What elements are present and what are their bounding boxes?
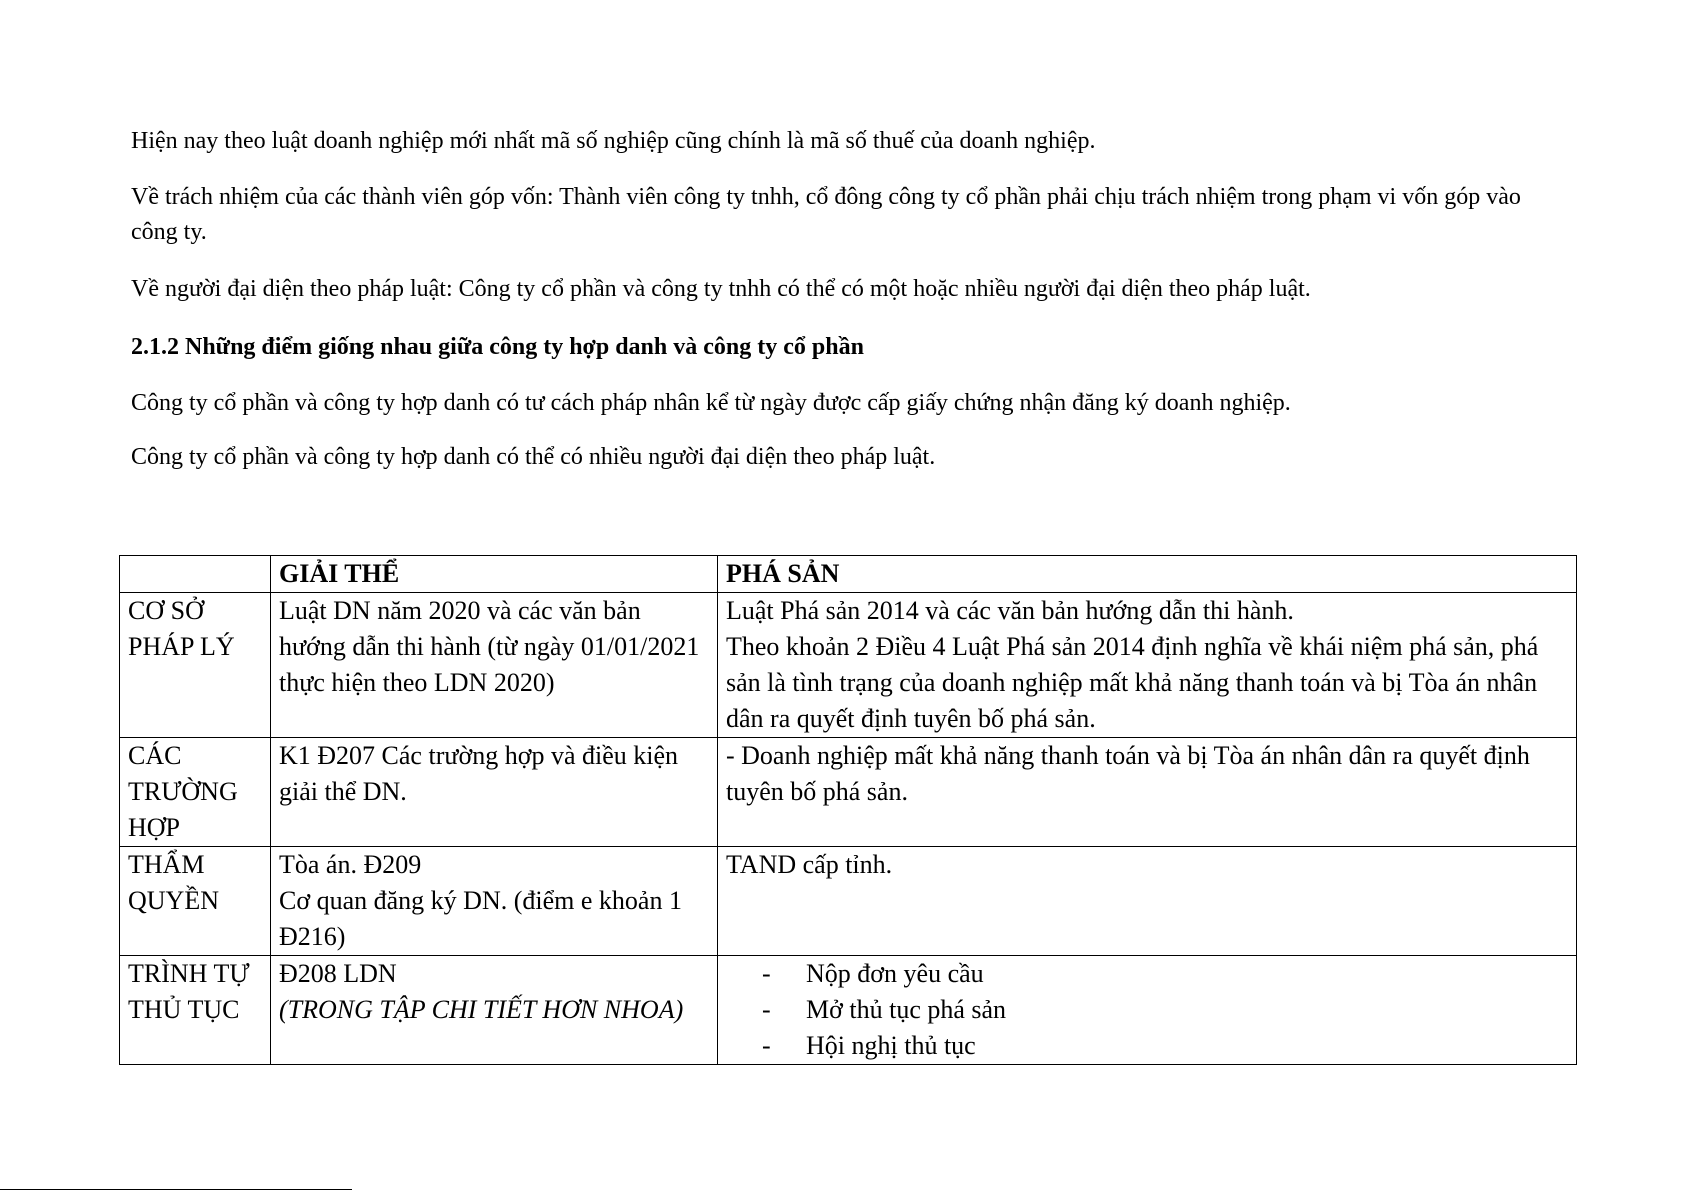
cell-giai-the: K1 Đ207 Các trường hợp và điều kiện giải thể DN.	[271, 738, 718, 847]
cell-line: Tòa án. Đ209	[279, 850, 422, 879]
paragraph-tax-code: Hiện nay theo luật doanh nghiệp mới nhất mã số nghiệp cũng chính là mã số thuế của doanh nghiệp.	[131, 128, 1096, 154]
cell-note: (TRONG TẬP CHI TIẾT HƠN NHOA)	[279, 995, 684, 1024]
cell-pha-san: - Doanh nghiệp mất khả năng thanh toán và bị Tòa án nhân dân ra quyết định tuyên bố phá sản.	[718, 738, 1577, 847]
list-item: - Hội nghị thủ tục	[762, 1028, 1568, 1064]
header-pha-san: PHÁ SẢN	[718, 556, 1577, 593]
cell-giai-the: Luật DN năm 2020 và các văn bản hướng dẫn thi hành (từ ngày 01/01/2021 thực hiện theo LDN 2020)	[271, 593, 718, 738]
row-label: CÁC TRƯỜNG HỢP	[120, 738, 271, 847]
table-row	[120, 593, 1577, 738]
cell-pha-san	[718, 593, 1577, 738]
table-row	[120, 738, 1577, 847]
table-header-row	[120, 556, 1577, 593]
row-label: TRÌNH TỰ THỦ TỤC	[120, 956, 271, 1065]
header-blank	[120, 556, 271, 593]
table-row	[120, 956, 1577, 1065]
comparison-table	[119, 555, 1577, 1065]
cell-line: Đ208 LDN	[279, 959, 397, 988]
paragraph-capital-liability: Về trách nhiệm của các thành viên góp vốn: Thành viên công ty tnhh, cổ đông công ty cổ phần phải chịu trách nhiệm trong phạm vi vốn góp vào công ty.	[131, 184, 1521, 245]
cell-pha-san	[718, 956, 1577, 1065]
cell-line: Theo khoản 2 Điều 4 Luật Phá sản 2014 định nghĩa về khái niệm phá sản, phá sản là tình trạng của doanh nghiệp mất khả năng thanh toán và bị Tòa án nhân dân ra quyết định tuyên bố phá sản.	[726, 632, 1539, 733]
procedure-list	[726, 956, 1568, 1064]
paragraph-legal-representative: Về người đại diện theo pháp luật: Công ty cổ phần và công ty tnhh có thể có một hoặc nhiều người đại diện theo pháp luật.	[131, 276, 1311, 302]
table-row	[120, 847, 1577, 956]
cell-giai-the	[271, 847, 718, 956]
section-heading: 2.1.2 Những điểm giống nhau giữa công ty hợp danh và công ty cổ phần	[131, 334, 864, 360]
cell-line: Luật Phá sản 2014 và các văn bản hướng dẫn thi hành.	[726, 596, 1294, 625]
cell-pha-san: TAND cấp tỉnh.	[718, 847, 1577, 956]
paragraph-legal-entity: Công ty cổ phần và công ty hợp danh có tư cách pháp nhân kể từ ngày được cấp giấy chứng nhận đăng ký doanh nghiệp.	[131, 390, 1291, 416]
list-item: - Nộp đơn yêu cầu	[762, 956, 1568, 992]
paragraph-multiple-representatives: Công ty cổ phần và công ty hợp danh có thể có nhiều người đại diện theo pháp luật.	[131, 444, 936, 470]
row-label: THẨM QUYỀN	[120, 847, 271, 956]
list-item: - Mở thủ tục phá sản	[762, 992, 1568, 1028]
footnote-separator	[0, 1189, 352, 1190]
cell-line: Cơ quan đăng ký DN. (điểm e khoản 1 Đ216)	[279, 886, 682, 951]
cell-giai-the	[271, 956, 718, 1065]
header-giai-the: GIẢI THỂ	[271, 556, 718, 593]
row-label: CƠ SỞ PHÁP LÝ	[120, 593, 271, 738]
